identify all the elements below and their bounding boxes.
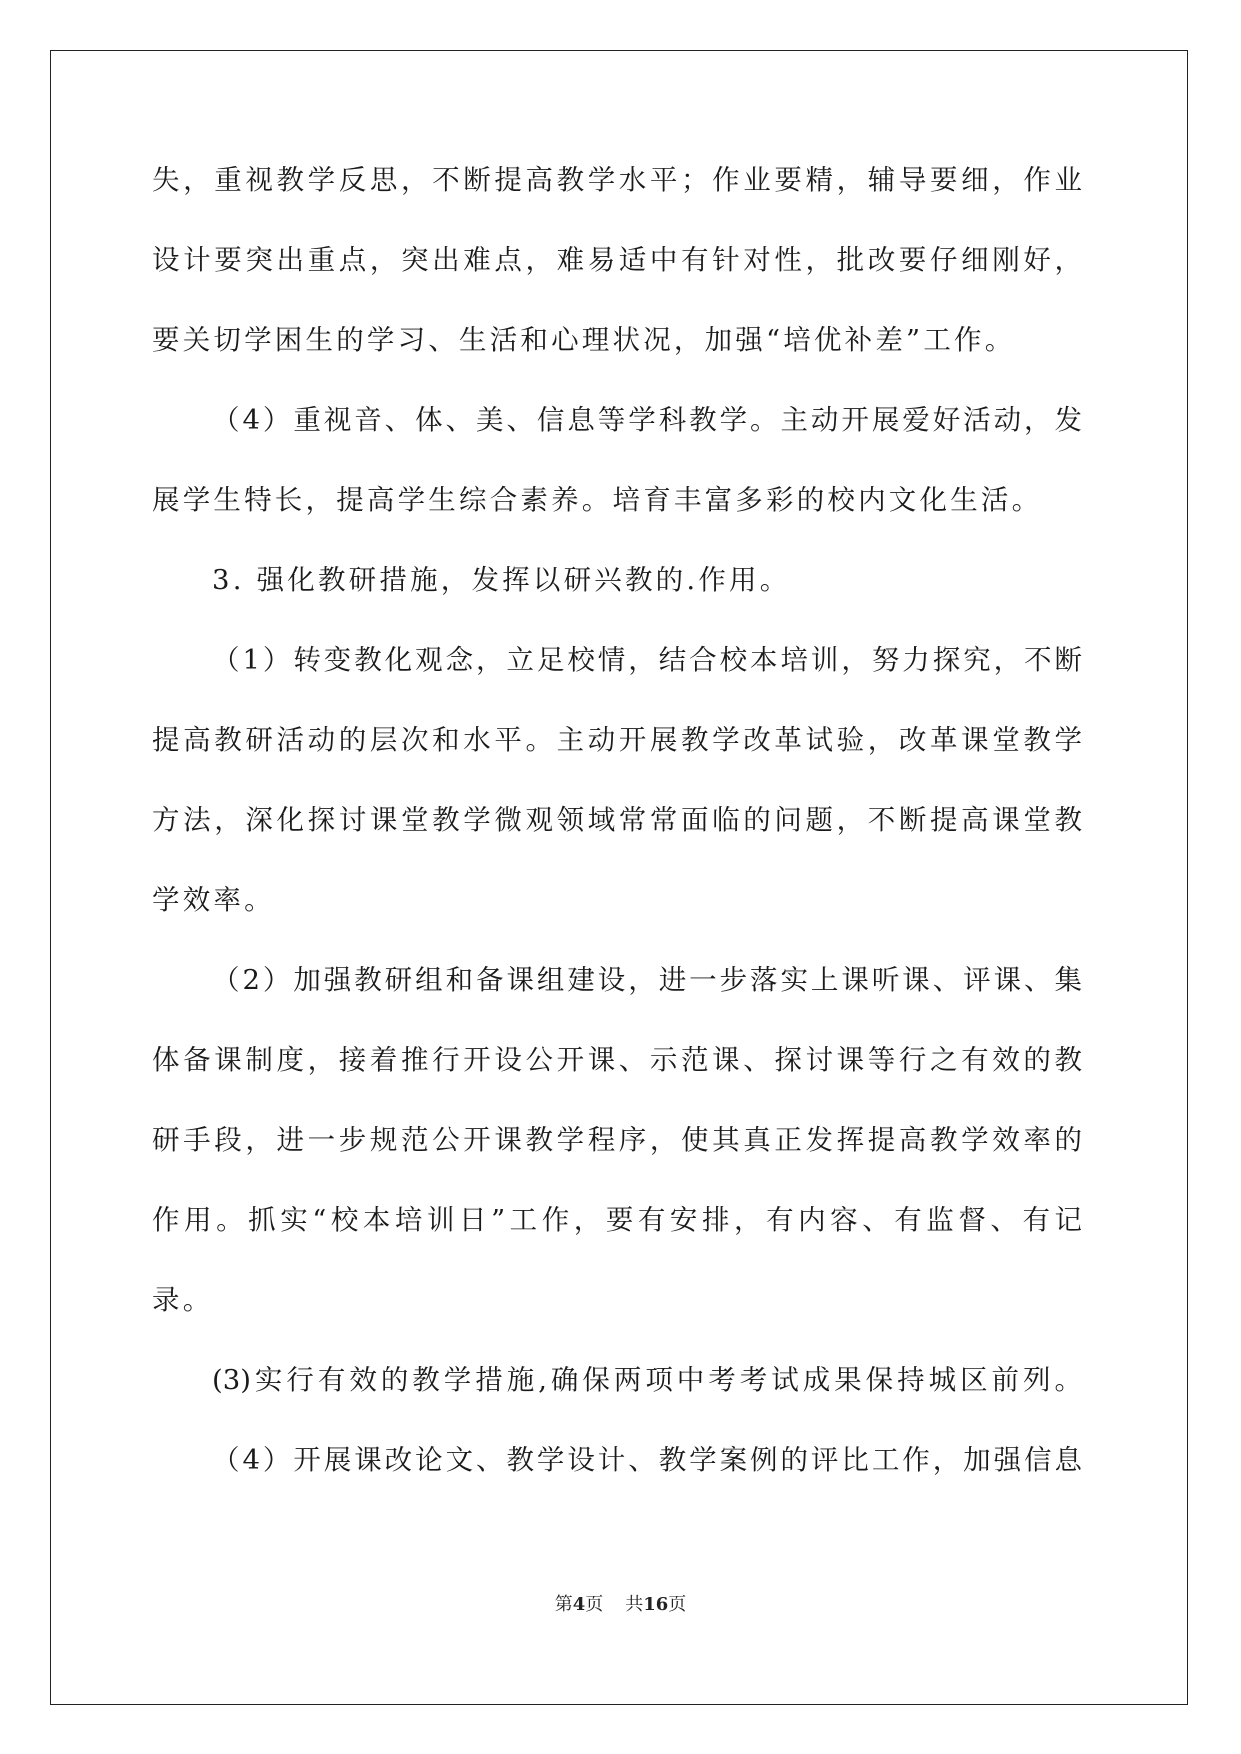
text-line: 研手段，进一步规范公开课教学程序，使其真正发挥提高教学效率的 bbox=[152, 1124, 1082, 1156]
text-line: 展学生特长，提高学生综合素养。培育丰富多彩的校内文化生活。 bbox=[152, 484, 1043, 516]
text-line: （1）转变教化观念，立足校情，结合校本培训，努力探究，不断 bbox=[212, 644, 1082, 676]
page-prefix: 第 bbox=[554, 1594, 573, 1615]
text-line: （4）重视音、体、美、信息等学科教学。主动开展爱好活动，发 bbox=[212, 404, 1082, 436]
page-number: 4 bbox=[572, 1594, 586, 1615]
text-line: (3)实行有效的教学措施,确保两项中考考试成果保持城区前列。 bbox=[212, 1364, 1082, 1396]
text-line: 设计要突出重点，突出难点，难易适中有针对性，批改要仔细刚好， bbox=[152, 244, 1082, 276]
text-line: 录。 bbox=[152, 1284, 214, 1316]
text-line: 3. 强化教研措施，发挥以研兴教的.作用。 bbox=[212, 564, 791, 596]
text-line: 要关切学困生的学习、生活和心理状况，加强“培优补差”工作。 bbox=[152, 324, 1016, 356]
document-body bbox=[152, 160, 1082, 1520]
text-line: 提高教研活动的层次和水平。主动开展教学改革试验，改革课堂教学 bbox=[152, 724, 1082, 756]
text-line: 失，重视教学反思，不断提高教学水平；作业要精，辅导要细，作业 bbox=[152, 164, 1082, 196]
text-line: 学效率。 bbox=[152, 884, 275, 916]
total-suffix: 页 bbox=[668, 1594, 687, 1615]
page-footer bbox=[0, 1593, 1241, 1617]
page-suffix: 页 bbox=[585, 1594, 604, 1615]
total-prefix: 共 bbox=[625, 1594, 644, 1615]
text-line: 作用。抓实“校本培训日”工作，要有安排，有内容、有监督、有记 bbox=[152, 1204, 1082, 1236]
text-line: 方法，深化探讨课堂教学微观领域常常面临的问题，不断提高课堂教 bbox=[152, 804, 1082, 836]
text-line: （4）开展课改论文、教学设计、教学案例的评比工作，加强信息 bbox=[212, 1444, 1082, 1476]
text-line: 体备课制度，接着推行开设公开课、示范课、探讨课等行之有效的教 bbox=[152, 1044, 1082, 1076]
text-line: （2）加强教研组和备课组建设，进一步落实上课听课、评课、集 bbox=[212, 964, 1082, 996]
total-pages: 16 bbox=[643, 1594, 669, 1615]
